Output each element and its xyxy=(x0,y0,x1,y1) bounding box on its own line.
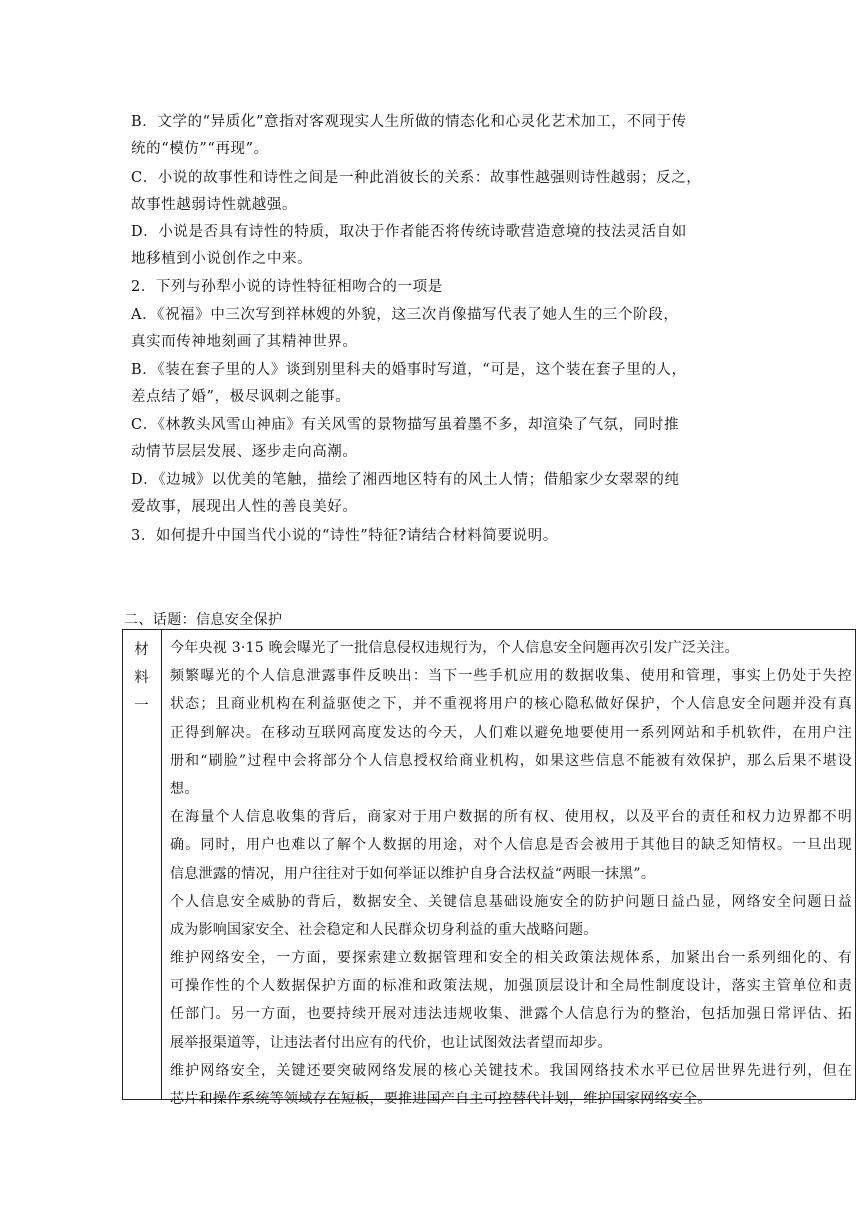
option-b-text-line2: 统的“模仿”“再现”。 xyxy=(131,141,269,157)
q2-option-b-line1: B．《装在套子里的人》谈到别里科夫的婚事时写道，“可是，这个装在套子里的人， xyxy=(131,362,687,378)
material-label-char: 一 xyxy=(134,698,149,714)
question-3-stem: 3．如何提升中国当代小说的“诗性”特征?请结合材料简要说明。 xyxy=(131,528,558,544)
material-line: 可操作性的个人数据保护方面的标准和政策法规，加强顶层设计和全局性制度设计，落实主管单位和责 xyxy=(170,978,852,995)
q2-option-c-line1: C．《林教头风雪山神庙》有关风雪的景物描写虽着墨不多，却渲染了气氛，同时推 xyxy=(131,417,680,433)
material-line: 今年央视 3·15 晚会曝光了一批信息侵权违规行为，个人信息安全问题再次引发广泛关注。 xyxy=(170,640,739,656)
q2-option-b-line2: 差点结了婚”，极尽讽刺之能事。 xyxy=(131,389,351,405)
material-line: 任部门。另一方面，也要持续开展对违法违规收集、泄露个人信息行为的整治，包括加强日常评估、拓 xyxy=(170,1006,852,1023)
q2-option-d-line1: D．《边城》以优美的笔触，描绘了湘西地区特有的风土人情；借船家少女翠翠的纯 xyxy=(131,472,680,488)
section-title: 二、话题：信息安全保护 xyxy=(124,612,283,628)
q2-option-d-line2: 爱故事，展现出人性的善良美好。 xyxy=(131,499,358,515)
material-line: 状态；且商业机构在利益驱使之下，并不重视将用户的核心隐私做好保护，个人信息安全问题并没有真 xyxy=(170,696,852,713)
material-line: 正得到解决。在移动互联网高度发达的今天，人们难以避免地要使用一系列网站和手机软件，在用户注 xyxy=(170,724,852,741)
option-d-text-line1: D．小说是否具有诗性的特质，取决于作者能否将传统诗歌营造意境的技法灵活自如 xyxy=(131,224,687,240)
material-label-char: 材 xyxy=(134,642,149,658)
material-line: 信息泄露的情况，用户往往对于如何举证以维护自身合法权益“两眼一抹黑”。 xyxy=(170,865,656,882)
material-label-cell xyxy=(123,630,162,1099)
material-line: 维护网络安全，一方面，要探索建立数据管理和安全的相关政策法规体系，加紧出台一系列细化的、有 xyxy=(170,950,852,967)
option-d-text-line2: 地移植到小说创作之中来。 xyxy=(131,251,313,267)
material-table xyxy=(122,629,856,1107)
option-b-text-line1: B．文学的“异质化”意指对客观现实人生所做的情态化和心灵化艺术加工，不同于传 xyxy=(131,114,687,130)
material-line: 芯片和操作系统等领域存在短板，要推进国产自主可控替代计划，维护国家网络安全。 xyxy=(170,1091,712,1107)
option-c-text-line2: 故事性越弱诗性就越强。 xyxy=(131,197,298,213)
material-line: 想。 xyxy=(170,780,199,797)
material-line: 维护网络安全，关键还要突破网络发展的核心关键技术。我国网络技术水平已位居世界先进行列，但在 xyxy=(170,1062,852,1079)
material-label-char: 料 xyxy=(134,670,149,686)
material-line: 频繁曝光的个人信息泄露事件反映出：当下一些手机应用的数据收集、使用和管理，事实上仍处于失控 xyxy=(170,668,852,685)
material-line: 在海量个人信息收集的背后，商家对于用户数据的所有权、使用权，以及平台的责任和权力边界都不明 xyxy=(170,809,852,826)
q2-option-a-line2: 真实而传神地刻画了其精神世界。 xyxy=(131,334,358,350)
q2-option-c-line2: 动情节层层发展、逐步走向高潮。 xyxy=(131,444,358,460)
material-line: 成为影响国家安全、社会稳定和人民群众切身利益的重大战略问题。 xyxy=(170,921,598,938)
q2-option-a-line1: A．《祝福》中三次写到祥林嫂的外貌，这三次肖像描写代表了她人生的三个阶段， xyxy=(131,307,679,323)
option-c-text-line1: C．小说的故事性和诗性之间是一种此消彼长的关系：故事性越强则诗性越弱；反之， xyxy=(131,170,702,186)
question-2-stem: 2．下列与孙犁小说的诗性特征相吻合的一项是 xyxy=(131,279,443,295)
material-line: 册和“刷脸”过程中会将部分个人信息授权给商业机构，如果这些信息不能被有效保护，那么后果不堪设 xyxy=(170,752,852,769)
material-line: 个人信息安全威胁的背后，数据安全、关键信息基础设施安全的防护问题日益凸显，网络安全问题日益 xyxy=(170,893,852,910)
material-line: 确。同时，用户也难以了解个人数据的用途，对个人信息是否会被用于其他目的缺乏知情权。一旦出现 xyxy=(170,837,852,854)
material-line: 展举报渠道等，让违法者付出应有的代价，也让试图效法者望而却步。 xyxy=(170,1034,612,1051)
material-body xyxy=(170,634,852,1113)
